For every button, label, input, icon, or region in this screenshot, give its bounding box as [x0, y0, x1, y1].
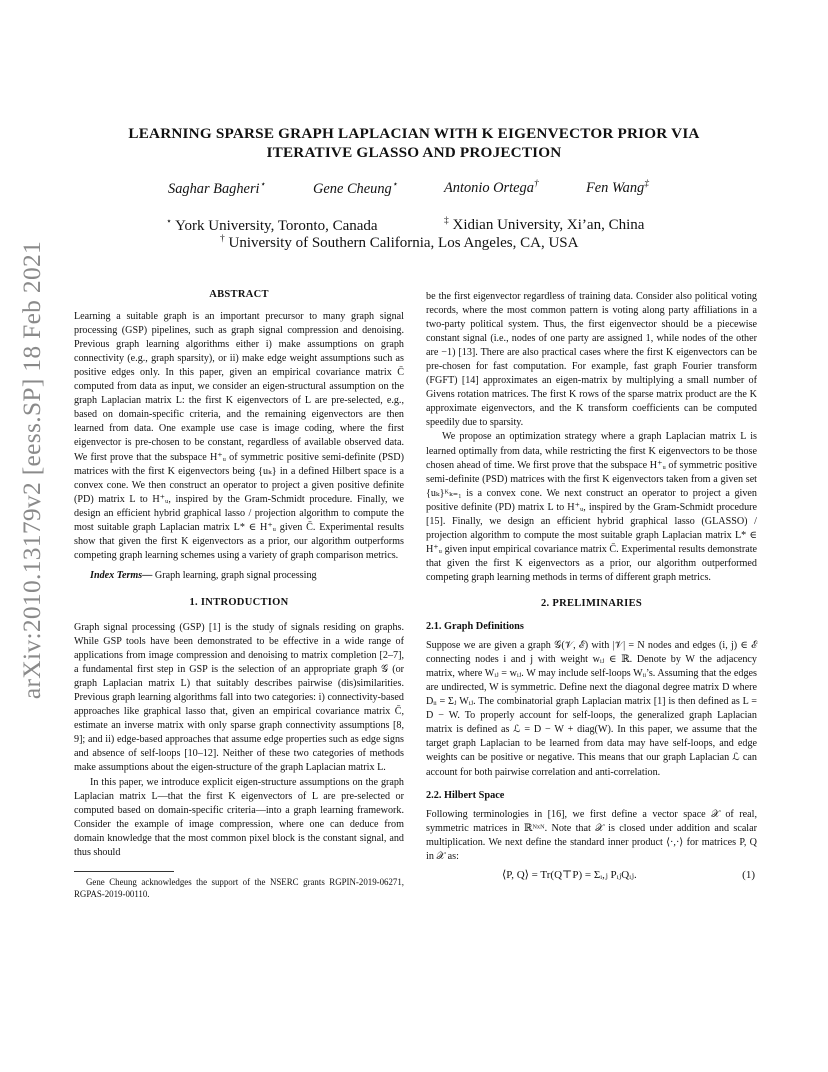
index-terms: Index Terms— Graph learning, graph signal processing: [90, 569, 317, 581]
author-3: Antonio Ortega†: [444, 179, 539, 196]
arxiv-stamp: arXiv:2010.13179v2 [eess.SP] 18 Feb 2021: [17, 240, 47, 700]
intro-paragraph-1: Graph signal processing (GSP) [1] is the study of signals residing on graphs. While GSP tools have been demonstrated to be effective in a wide range of applications from image compression and denoising to matrix completion [2–7], a fundamental first step in GSP is the selection of an appropriate graph 𝒢 (or graph Laplacian matrix L) that suitably describes pairwise (dis)similarities. Previous graph learning algorithms fall into two categories: i) connectivity-based approaches like graphical lasso that, given an empirical covariance matrix C̄, estimate an inverse matrix with only sparse graph connectivity assumptions [8, 9]; and ii) edge-based approaches that assume edge properties such as edge signs and absence of self-loops [10–12]. Neither of these two categories of methods make assumptions about the eigen-structure of the graph Laplacian matrix L.: [74, 621, 404, 774]
affiliation-york: ⋆ York University, Toronto, Canada: [166, 217, 378, 234]
hilbert-space-heading: 2.2. Hilbert Space: [426, 789, 505, 801]
right-paragraph-1: be the first eigenvector regardless of training data. Consider also political voting records, where the most common pattern is voting along party affiliations in a two-party political system. Thus, the first eigenvector should be a piecewise constant signal (i.e., nodes of one party are assigned 1, while nodes of the other are −1) [13]. There are also practical cases where the first K eigenvectors can be pre-chosen for fast computation. For example, fast graph Fourier transform (FGFT) [14] approximates an eigen-matrix by multiplying a small number of Givens rotation matrices. The first K rows of the sparse matrix product are the K approximate eigenvectors, and the K transform coefficients can be computed speedily due to sparsity.: [426, 291, 757, 429]
title-line-1: LEARNING SPARSE GRAPH LAPLACIAN WITH K EIGENVECTOR PRIOR VIA: [128, 125, 700, 142]
paper-title: [90, 124, 738, 162]
preliminaries-heading: 2. PRELIMINARIES: [540, 597, 643, 609]
intro-heading: 1. INTRODUCTION: [189, 596, 289, 608]
footnote: Gene Cheung acknowledges the support of the NSERC grants RGPIN-2019-06271, RGPAS-2019-00110.: [74, 876, 404, 899]
affiliation-usc: † University of Southern California, Los Angeles, CA, USA: [220, 234, 579, 251]
abstract-text: Learning a suitable graph is an important precursor to many graph signal processing (GSP) pipelines, such as graph signal compression and denoising. Previous graph learning algorithms either i) make assumptions on graph connectivity (e.g., graph sparsity), or ii) make edge weight assumptions such as positive edges only. In this paper, given an empirical covariance matrix C̄ computed from data as input, we consider an eigen-structural assumption on the graph Laplacian matrix L: the first K eigenvectors of L are pre-selected, e.g., based on domain-specific criteria, and the remaining eigenvectors are then learned from data. One example use case is image coding, where the first eigenvector is pre-chosen to be constant, regardless of available observed data. We first prove that the subspace H⁺ᵤ of symmetric positive semi-definite (PSD) matrices with the first K eigenvectors being {uₖ} in a defined Hilbert space is a convex cone. We then construct an operator to project a given positive definite (PD) matrix L to H⁺ᵤ, inspired by the Gram-Schmidt procedure. Finally, we design an efficient hybrid graphical lasso / projection algorithm to compute the most suitable graph Laplacian matrix L* ∈ H⁺ᵤ given C̄. Experimental results show that given the first K eigenvectors as a prior, our algorithm outperforms competing graph learning schemes using a variety of graph comparison metrics.: [74, 311, 404, 561]
abstract-heading: ABSTRACT: [209, 289, 269, 300]
hilbert-space-text: Following terminologies in [16], we first define a vector space 𝒳 of real, symmetric matrices in ℝᴺˣᴺ. Note that 𝒳 is closed under addition and scalar multiplication. We next define the standard inner product ⟨·,·⟩ for matrices P, Q in 𝒳 as:: [426, 808, 757, 862]
author-2: Gene Cheung⋆: [313, 180, 398, 197]
equation-1: [426, 864, 757, 892]
intro-paragraph-2: In this paper, we introduce explicit eigen-structure assumptions on the graph Laplacian matrix L—that the first K eigenvectors of L are pre-selected or computed based on domain-specific criteria—into a graph learning framework. Consider the example of image compression, where one can deduce from domain knowledge that the most common pixel block is the constant signal, and thus should: [74, 776, 404, 858]
equation-expression: ⟨P, Q⟩ = Tr(Q⊤P) = Σᵢ,ⱼ PᵢⱼQᵢⱼ.: [502, 868, 637, 881]
author-list: [120, 179, 708, 199]
title-line-2: ITERATIVE GLASSO AND PROJECTION: [266, 144, 562, 161]
equation-number: (1): [742, 868, 755, 881]
author-4: Fen Wang‡: [586, 179, 649, 196]
right-paragraph-2: We propose an optimization strategy where a graph Laplacian matrix L is learned optimally from data, while restricting the first K eigenvectors to be those chosen ahead of time. We first prove that the subspace H⁺ᵤ of symmetric positive semi-definite (PSD) matrices with the first K eigenvectors taken from a given set {uₖ}ᴷₖ₌₁ is a convex cone. We next construct an operator to project a given positive definite (PD) matrix L to H⁺ᵤ, inspired by the Gram-Schmidt procedure [15]. Finally, we design an efficient hybrid graphical lasso (GLASSO) / projection algorithm to compute the most suitable graph Laplacian matrix L* ∈ H⁺ᵤ given input empirical covariance matrix C̄. Experimental results demonstrate that given the first K eigenvectors as a prior, our algorithm outperformed competing graph learning methods in terms of different graph metrics.: [426, 431, 757, 583]
right-column: [426, 290, 757, 892]
graph-definitions-heading: 2.1. Graph Definitions: [426, 621, 524, 633]
author-1: Saghar Bagheri⋆: [168, 180, 266, 197]
left-column: [74, 288, 404, 900]
graph-definitions-text: Suppose we are given a graph 𝒢(𝒱, ℰ) with |𝒱| = N nodes and edges (i, j) ∈ ℰ connecting nodes i and j with weight wᵢⱼ ∈ ℝ. Denote by W the adjacency matrix, where Wᵢⱼ = wᵢⱼ. W may include self-loops Wᵢᵢ’s. Assuming that the edges are undirected, W is symmetric. Define next the diagonal degree matrix D where Dᵢᵢ = Σⱼ Wᵢⱼ. The combinatorial graph Laplacian matrix [1] is then defined as L = D − W. To properly account for self-loops, the generalized graph Laplacian matrix is defined as ℒ = D − W + diag(W). In this paper, we assume that the target graph Laplacian to be learned from data may have self-loops, and edge weights can be positive or negative. This means that our graph Laplacian ℒ can account for both pairwise correlation and anti-correlation.: [426, 640, 757, 778]
affiliation-xidian: ‡ Xidian University, Xi’an, China: [444, 216, 645, 233]
